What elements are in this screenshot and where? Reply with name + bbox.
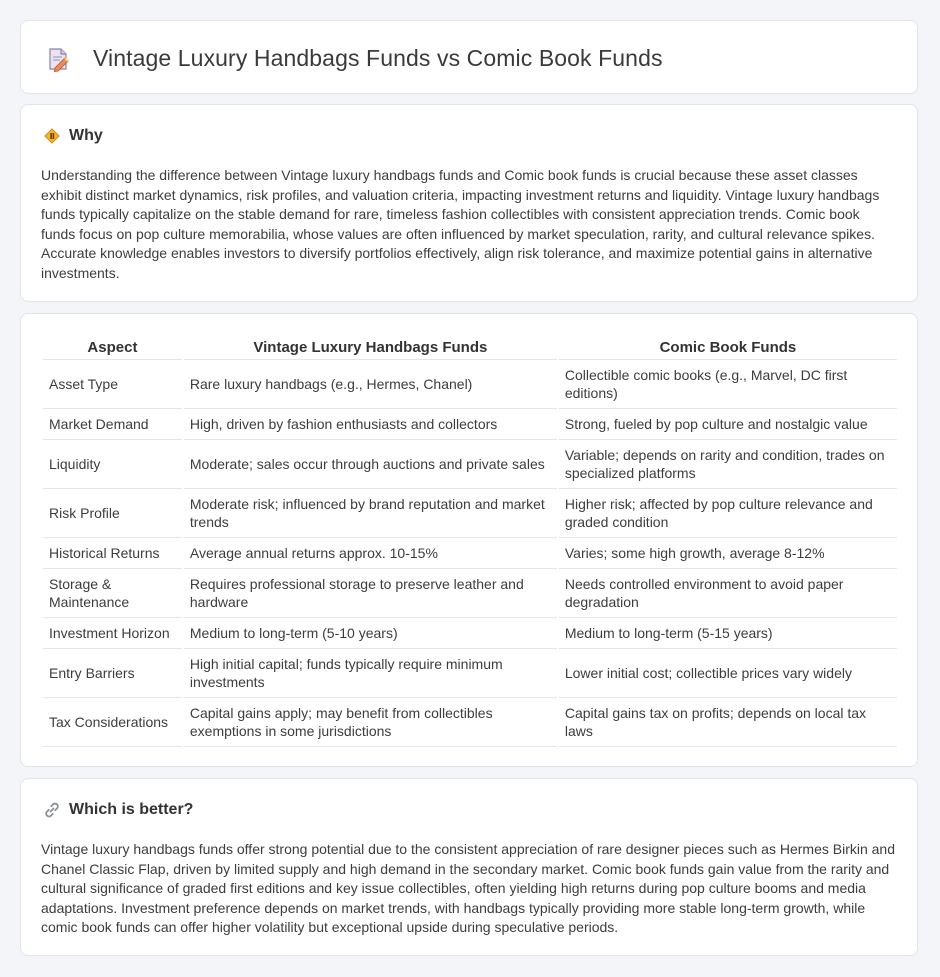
table-header-row: [43, 334, 897, 360]
header-handbags: Vintage Luxury Handbags Funds: [184, 334, 557, 360]
link-icon: [43, 801, 61, 819]
comics-cell: Medium to long-term (5-15 years): [559, 618, 897, 649]
comics-cell: Varies; some high growth, average 8-12%: [559, 538, 897, 569]
handbags-cell: Moderate risk; influenced by brand reputation and market trends: [184, 489, 557, 538]
table-row: [43, 440, 897, 489]
document-pencil-icon: [45, 46, 71, 72]
better-heading-row: [43, 801, 193, 819]
table-row: [43, 698, 897, 747]
comics-cell: Higher risk; affected by pop culture relevance and graded condition: [559, 489, 897, 538]
comics-cell: Variable; depends on rarity and condition, trades on specialized platforms: [559, 440, 897, 489]
comics-cell: Needs controlled environment to avoid paper degradation: [559, 569, 897, 618]
table-row: [43, 569, 897, 618]
title-card: [20, 20, 918, 94]
why-heading: Why: [69, 127, 103, 144]
header-aspect: Aspect: [43, 334, 182, 360]
title-row: [45, 45, 663, 72]
aspect-cell: Liquidity: [43, 440, 182, 489]
handbags-cell: Capital gains apply; may benefit from collectibles exemptions in some jurisdictions: [184, 698, 557, 747]
table-row: [43, 360, 897, 409]
handbags-cell: Requires professional storage to preserve leather and hardware: [184, 569, 557, 618]
aspect-cell: Asset Type: [43, 360, 182, 409]
handbags-cell: High, driven by fashion enthusiasts and collectors: [184, 409, 557, 440]
aspect-cell: Risk Profile: [43, 489, 182, 538]
aspect-cell: Historical Returns: [43, 538, 182, 569]
handbags-cell: Rare luxury handbags (e.g., Hermes, Chanel): [184, 360, 557, 409]
table-row: [43, 489, 897, 538]
comics-cell: Lower initial cost; collectible prices vary widely: [559, 649, 897, 698]
table-row: [43, 649, 897, 698]
handbags-cell: Average annual returns approx. 10-15%: [184, 538, 557, 569]
header-comics: Comic Book Funds: [559, 334, 897, 360]
page-title: Vintage Luxury Handbags Funds vs Comic Book Funds: [93, 45, 663, 71]
aspect-cell: Storage & Maintenance: [43, 569, 182, 618]
table-row: [43, 409, 897, 440]
why-section: [20, 104, 918, 302]
handbags-cell: Moderate; sales occur through auctions and private sales: [184, 440, 557, 489]
comics-cell: Strong, fueled by pop culture and nostalgic value: [559, 409, 897, 440]
aspect-cell: Entry Barriers: [43, 649, 182, 698]
comics-cell: Capital gains tax on profits; depends on local tax laws: [559, 698, 897, 747]
handbags-cell: High initial capital; funds typically require minimum investments: [184, 649, 557, 698]
comics-cell: Collectible comic books (e.g., Marvel, DC first editions): [559, 360, 897, 409]
why-paragraph: Understanding the difference between Vintage luxury handbags funds and Comic book funds is crucial because these asset classes exhibit distinct market dynamics, risk profiles, and valuation criteria, impacting investment returns and liquidity. Vintage luxury handbags funds typically capitalize on the stable demand for rare, timeless fashion collectibles with consistent appreciation trends. Comic book funds focus on pop culture memorabilia, whose values are often influenced by market speculation, rarity, and cultural relevance spikes. Accurate knowledge enables investors to diversify portfolios effectively, align risk tolerance, and maximize potential gains in alternative investments.: [41, 167, 880, 281]
table-row: [43, 618, 897, 649]
better-section: [20, 778, 918, 956]
diamond-signs-icon: [43, 127, 61, 145]
comparison-table: [41, 334, 899, 747]
table-row: [43, 538, 897, 569]
aspect-cell: Investment Horizon: [43, 618, 182, 649]
better-heading: Which is better?: [69, 801, 194, 818]
aspect-cell: Tax Considerations: [43, 698, 182, 747]
why-heading-row: [43, 127, 103, 145]
handbags-cell: Medium to long-term (5-10 years): [184, 618, 557, 649]
comparison-section: [20, 313, 918, 767]
better-paragraph: Vintage luxury handbags funds offer strong potential due to the consistent appreciation of rare designer pieces such as Hermes Birkin and Chanel Classic Flap, driven by limited supply and high demand in the secondary market. Comic book funds gain value from the rarity and cultural significance of graded first editions and key issue collectibles, often yielding high returns during pop culture booms and media adaptations. Investment preference depends on market trends, with handbags typically providing more stable long-term growth, while comic book funds can offer higher volatility but exceptional upside during speculative periods.: [41, 841, 895, 936]
aspect-cell: Market Demand: [43, 409, 182, 440]
